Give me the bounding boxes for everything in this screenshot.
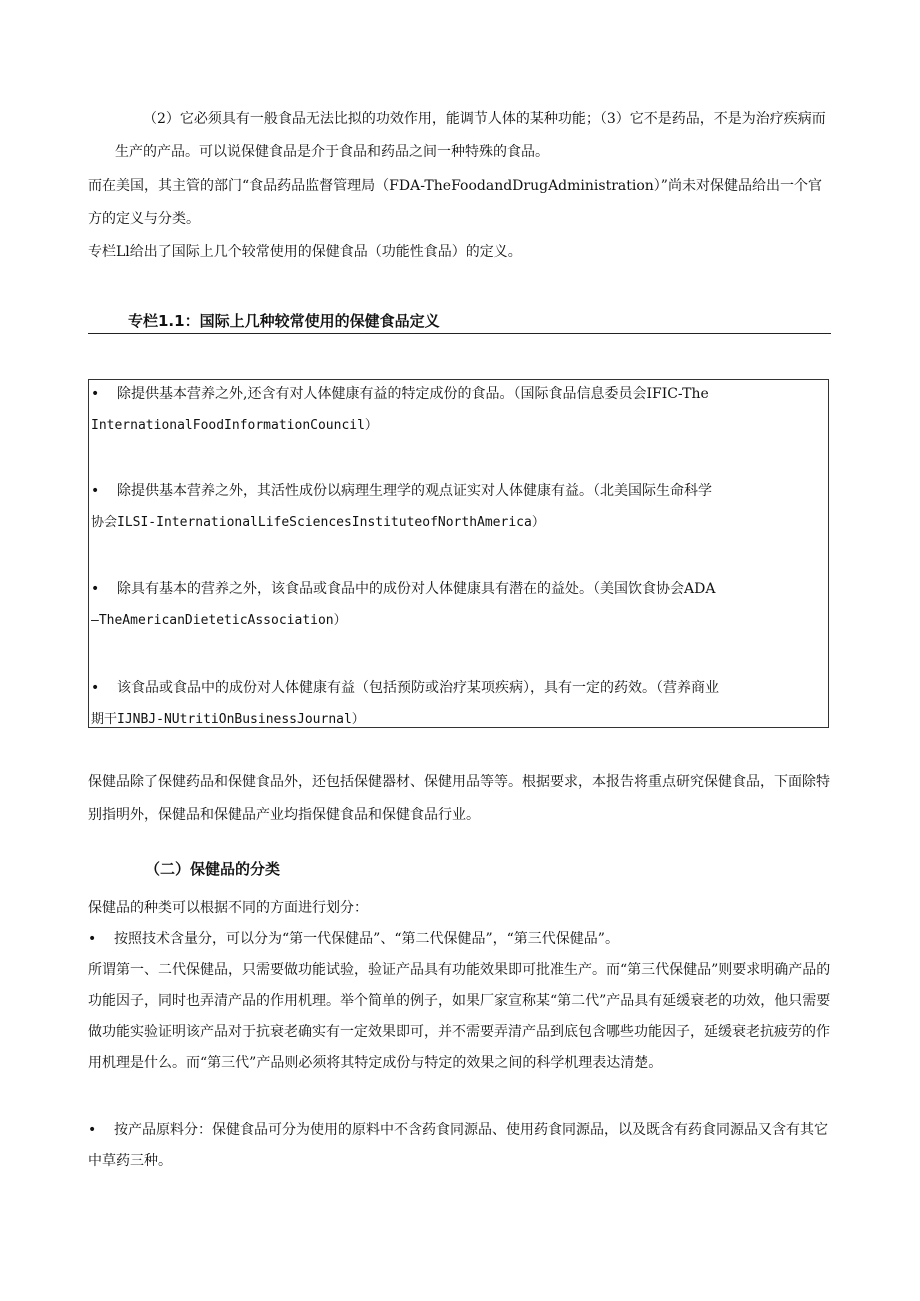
list-item-text: 按照技术含量分，可以分为“第一代保健品”、“第二代保健品”，“第三代保健品”。 [114, 931, 619, 947]
definition-item-ific [91, 378, 821, 442]
definition-text: 除提供基本营养之外,还含有对人体健康有益的特定成份的食品。（国际食品信息委员会IFIC-The [117, 386, 709, 402]
intro-paragraph-functional-traits: （2）它必须具有一般食品无法比拟的功效作用，能调节人体的某种功能；（3）它不是药品，不是为治疗疾病而生产的产品。可以说保健食品是介于食品和药品之间一种特殊的食品。 [115, 111, 826, 160]
bullet-icon: • [91, 386, 100, 402]
definition-source: 期干IJNBJ-NUtritiOnBusinessJournal） [91, 712, 365, 727]
definition-text: 该食品或食品中的成份对人体健康有益（包括预防或治疗某项疾病），具有一定的药效。（营养商业 [117, 680, 719, 696]
definition-source: InternationalFoodInformationCouncil） [91, 418, 378, 433]
box-title: 专栏1.1：国际上几种较常使用的保健食品定义 [128, 312, 440, 330]
generation-detail-paragraph: 所谓第一、二代保健品，只需要做功能试验，验证产品具有功能效果即可批准生产。而“第三代保健品”则要求明确产品的功能因子，同时也弄清产品的作用机理。举个简单的例子，如果厂家宣称某“第二代”产品具有延缓衰老的功效，他只需要做功能实验证明该产品对于抗衰老确实有一定效果即可，并不需要弄清产品到底包含哪些功能因子，延缓衰老抗疲劳的作用机理是什么。而“第三代”产品则必须将其特定成份与特定的效果之间的科学机理表达清楚。 [88, 962, 831, 1071]
box-title-rule [88, 333, 831, 334]
section-heading-classification: （二）保健品的分类 [145, 860, 281, 878]
list-item-text: 按产品原料分：保健食品可分为使用的原料中不含药食同源品、使用药食同源品，以及既含有药食同源品又含有其它中草药三种。 [88, 1122, 828, 1169]
definition-source: —TheAmericanDieteticAssociation） [91, 613, 347, 628]
bullet-icon: • [91, 680, 100, 696]
definition-item-nbj [91, 672, 821, 736]
bullet-icon: • [88, 1122, 97, 1138]
bullet-icon: • [91, 483, 100, 499]
definitions-box [88, 379, 829, 728]
definition-item-ada [91, 573, 821, 637]
definition-item-ilsi [91, 475, 821, 539]
definition-text: 除具有基本的营养之外，该食品或食品中的成份对人体健康具有潜在的益处。（美国饮食协会ADA [117, 581, 716, 597]
section-lead: 保健品的种类可以根据不同的方面进行划分： [88, 900, 368, 916]
intro-paragraph-usa-fda: 而在美国，其主管的部门“食品药品监督管理局（FDA-TheFoodandDrugAdministration）”尚未对保健品给出一个官方的定义与分类。 [88, 178, 822, 227]
bullet-icon: • [88, 931, 97, 947]
list-item-tech-level [88, 924, 833, 955]
definition-text: 除提供基本营养之外，其活性成份以病理生理学的观点证实对人体健康有益。（北美国际生命科学 [117, 483, 712, 499]
list-item-raw-material [88, 1115, 833, 1177]
intro-paragraph-box-reference: 专栏Ll给出了国际上几个较常使用的保健食品（功能性食品）的定义。 [88, 244, 522, 260]
after-box-paragraph: 保健品除了保健药品和保健食品外，还包括保健器材、保健用品等等。根据要求，本报告将重点研究保健食品，下面除特别指明外，保健品和保健品产业均指保健食品和保健食品行业。 [88, 774, 830, 823]
bullet-icon: • [91, 581, 100, 597]
definition-source: 协会ILSI-InternationalLifeSciencesInstituteofNorthAmerica） [91, 515, 545, 530]
